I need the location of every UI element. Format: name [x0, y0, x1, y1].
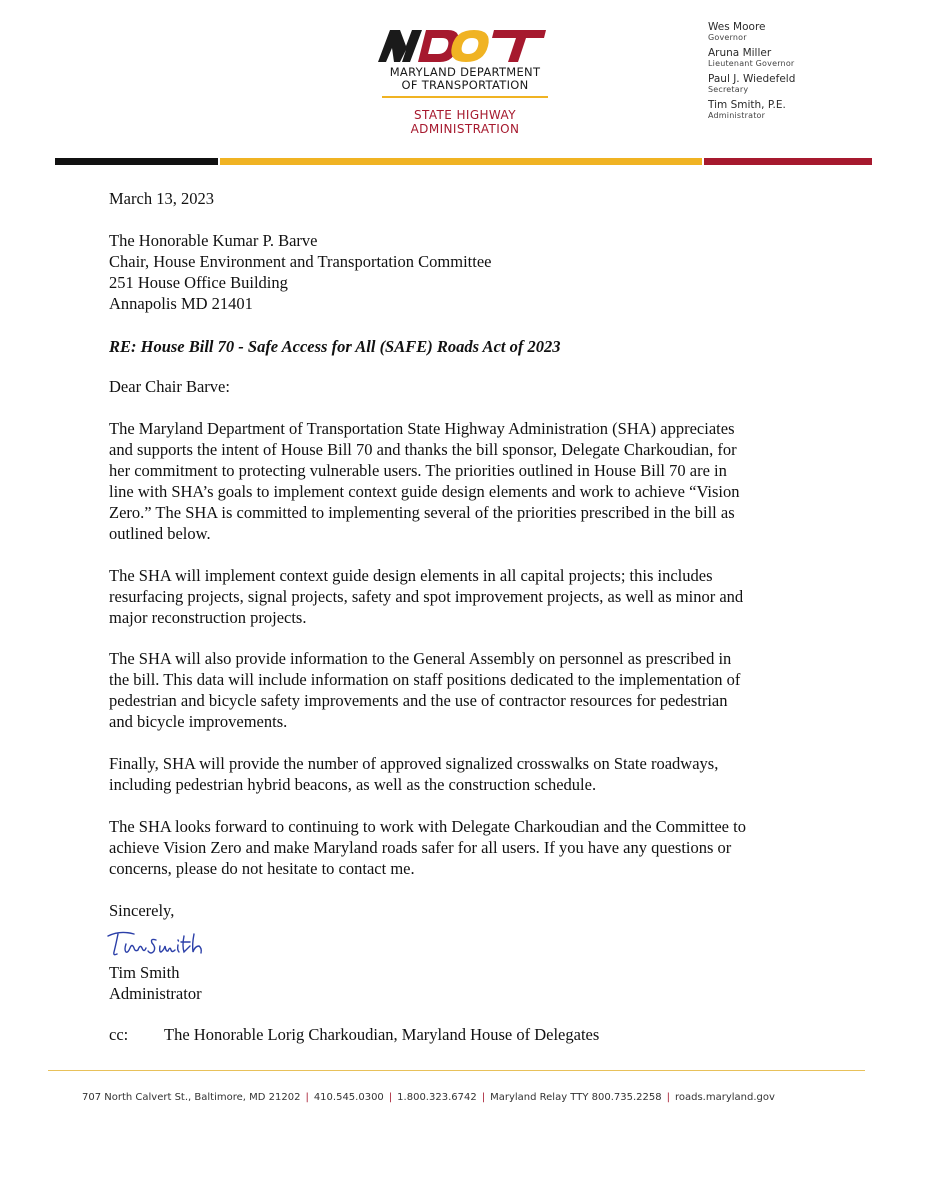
paragraph-line: and supports the intent of House Bill 70 and thanks the bill sponsor, Delegate Charkoudian, for: [109, 440, 737, 459]
signer-title: Administrator: [109, 984, 202, 1003]
header-stripe-red: [704, 158, 872, 165]
paragraph-line: pedestrian and bicycle safety improvements and the use of contractor resources for pedestrian: [109, 691, 728, 710]
paragraph-line: and bicycle improvements.: [109, 712, 288, 731]
footer-separator: |: [388, 1092, 393, 1103]
paragraph-line: major reconstruction projects.: [109, 608, 307, 627]
closing: Sincerely,: [109, 901, 175, 920]
paragraph-line: her commitment to protecting vulnerable users. The priorities outlined in House Bill 70 are in: [109, 461, 727, 480]
footer-separator: |: [666, 1092, 670, 1103]
official-title: Secretary: [708, 85, 749, 94]
recipient-line: The Honorable Kumar P. Barve: [109, 231, 318, 250]
paragraph-line: achieve Vision Zero and make Maryland roads safer for all users. If you have any questions or: [109, 838, 732, 857]
handwritten-signature: [104, 926, 224, 960]
paragraph-line: Zero.” The SHA is committed to implementing several of the priorities prescribed in the bill as: [109, 503, 735, 522]
mdot-logo-mark: [370, 26, 560, 66]
admin-name-line2: ADMINISTRATION: [410, 122, 520, 136]
recipient-line: Annapolis MD 21401: [109, 294, 253, 313]
paragraph-line: The Maryland Department of Transportation State Highway Administration (SHA) appreciates: [109, 419, 735, 438]
paragraph-line: resurfacing projects, signal projects, safety and spot improvement projects, as well as minor and: [109, 587, 744, 606]
officials-list: [708, 22, 908, 126]
footer-phone: 410.545.0300: [313, 1092, 384, 1103]
official-name: Tim Smith, P.E.: [708, 99, 786, 111]
footer-website-link[interactable]: roads.maryland.gov: [674, 1092, 775, 1103]
footer-separator: |: [481, 1092, 486, 1103]
letter-date: March 13, 2023: [109, 189, 214, 208]
logo-divider: [382, 96, 548, 98]
paragraph-line: concerns, please do not hesitate to contact me.: [109, 859, 415, 878]
body-paragraph-5: [109, 816, 829, 879]
cc-label: cc:: [109, 1025, 129, 1044]
official-name: Wes Moore: [708, 21, 766, 33]
paragraph-line: Finally, SHA will provide the number of approved signalized crosswalks on State roadways,: [109, 754, 719, 773]
body-paragraph-4: [109, 753, 829, 795]
dept-name-line2: OF TRANSPORTATION: [401, 78, 529, 92]
footer-tty: Maryland Relay TTY 800.735.2258: [490, 1092, 662, 1103]
official-administrator: [708, 100, 908, 120]
salutation: Dear Chair Barve:: [109, 377, 230, 396]
official-name: Paul J. Wiedefeld: [708, 73, 796, 85]
official-title: Administrator: [708, 111, 766, 120]
paragraph-line: the bill. This data will include information on staff positions dedicated to the implementation of: [109, 670, 741, 689]
footer-tollfree: 1.800.323.6742: [397, 1092, 477, 1103]
footer-address: 707 North Calvert St., Baltimore, MD 21202: [82, 1092, 301, 1103]
cc-line: [109, 1024, 829, 1045]
recipient-line: 251 House Office Building: [109, 273, 288, 292]
paragraph-line: outlined below.: [109, 524, 211, 543]
mdot-logo: [370, 26, 560, 136]
paragraph-line: The SHA will implement context guide design elements in all capital projects; this includes: [109, 566, 713, 585]
recipient-line: Chair, House Environment and Transportation Committee: [109, 252, 492, 271]
admin-name-line1: STATE HIGHWAY: [414, 108, 516, 122]
signer-block: [109, 962, 829, 1004]
official-lieutenant-governor: [708, 48, 908, 68]
paragraph-line: The SHA looks forward to continuing to work with Delegate Charkoudian and the Committee to: [109, 817, 746, 836]
header-stripe-black: [55, 158, 218, 165]
dept-name-line1: MARYLAND DEPARTMENT: [389, 65, 541, 79]
official-secretary: [708, 74, 908, 94]
recipient-address: [109, 230, 829, 314]
body-paragraph-1: [109, 418, 829, 544]
cc-recipient: The Honorable Lorig Charkoudian, Maryland House of Delegates: [164, 1025, 600, 1044]
body-paragraph-2: [109, 565, 829, 628]
footer-separator: |: [305, 1092, 309, 1103]
paragraph-line: including pedestrian hybrid beacons, as well as the construction schedule.: [109, 775, 597, 794]
letter-subject: RE: House Bill 70 - Safe Access for All (SAFE) Roads Act of 2023: [109, 337, 561, 356]
official-governor: [708, 22, 908, 42]
footer-contact: [82, 1092, 842, 1103]
official-name: Aruna Miller: [708, 47, 772, 59]
footer-divider: [48, 1070, 865, 1071]
paragraph-line: The SHA will also provide information to the General Assembly on personnel as prescribed in: [109, 649, 732, 668]
official-title: Lieutenant Governor: [708, 59, 795, 68]
header-stripe-gold: [220, 158, 702, 165]
signer-name: Tim Smith: [109, 963, 180, 982]
official-title: Governor: [708, 33, 747, 42]
paragraph-line: line with SHA’s goals to implement context guide design elements and work to achieve “Vision: [109, 482, 740, 501]
body-paragraph-3: [109, 648, 829, 732]
